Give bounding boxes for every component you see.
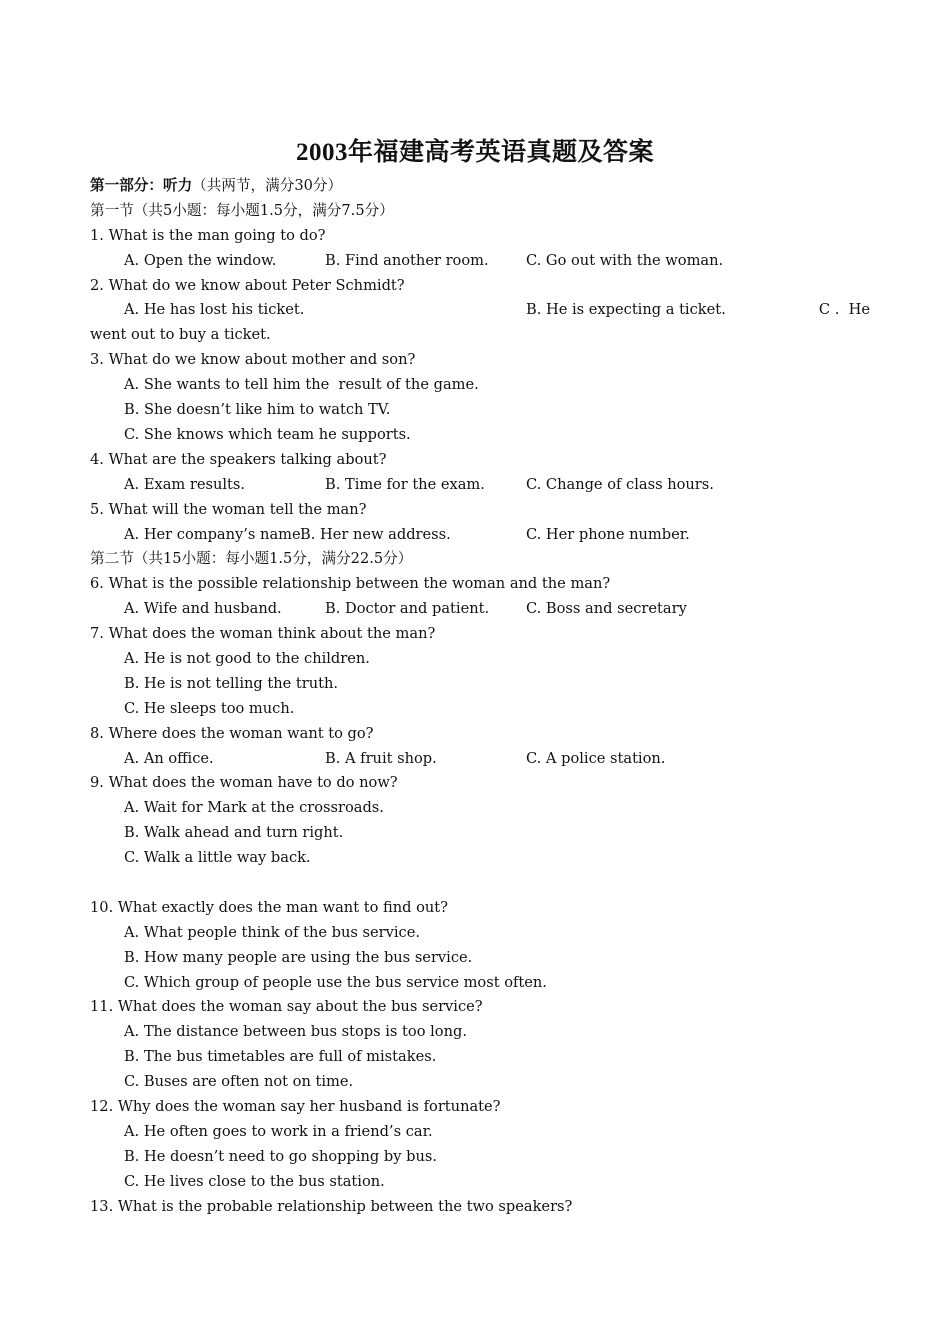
option-a: A. He often goes to work in a friend’s car. [124,1122,433,1140]
document-body [90,174,870,1220]
part-heading-detail: （共两节，满分30分） [192,177,343,194]
option-b: B. Time for the exam. [325,475,485,493]
option-b: B. She doesn’t like him to watch TV. [124,401,391,419]
question-stem: 9. What does the woman have to do now? [90,774,398,792]
option-a: A. Wife and husband. [124,600,282,618]
option-a: A. She wants to tell him the result of the game. [124,376,479,394]
option-a: A. He is not good to the children. [124,650,370,667]
option-b: B. Find another room. [325,251,489,269]
option-row [90,597,870,622]
section-heading-1: 第一节（共5小题：每小题1.5分，满分7.5分） [90,201,394,219]
option-c: C. Boss and secretary [526,600,687,618]
question-stem: 4. What are the speakers talking about? [90,450,387,468]
question-stem: 7. What does the woman think about the man? [90,625,436,643]
part-heading-bold: 第一部分：听力 [90,177,193,194]
option-b: B. He doesn’t need to go shopping by bus. [124,1147,438,1165]
option-a: A. Wait for Mark at the crossroads. [124,799,384,817]
question-stem: 12. Why does the woman say her husband is fortunate? [90,1098,501,1116]
question-stem: 8. Where does the woman want to go? [90,724,374,742]
option-row [90,523,870,548]
option-b: B. Her new address. [300,525,451,543]
option-c-start: C . He [818,301,870,319]
question-stem: 11. What does the woman say about the bus service? [90,998,483,1016]
question-stem: 2. What do we know about Peter Schmidt? [90,276,405,294]
option-c: C. A police station. [526,749,666,767]
option-c: C. He lives close to the bus station. [124,1172,385,1190]
option-c: C. She knows which team he supports. [124,425,411,443]
option-a: A. Exam results. [124,475,246,493]
question-stem: 10. What exactly does the man want to find out? [90,898,448,916]
option-b: B. How many people are using the bus service. [124,948,473,966]
option-c: C. He sleeps too much. [124,699,295,717]
option-row [90,473,870,498]
option-c: C. Change of class hours. [526,475,714,493]
question-stem: 1. What is the man going to do? [90,226,326,244]
option-row [90,249,870,274]
option-a: A. What people think of the bus service. [124,923,420,941]
option-b: B. Walk ahead and turn right. [124,824,344,842]
option-a: A. Her company’s name. [124,525,306,543]
option-c: C. Buses are often not on time. [124,1073,354,1091]
option-a: A. Open the window. [124,251,277,269]
option-a: A. He has lost his ticket. [124,301,305,319]
option-c: C. Walk a little way back. [124,849,311,867]
option-b: B. The bus timetables are full of mistakes. [124,1048,437,1066]
option-a: A. The distance between bus stops is too long. [124,1023,467,1041]
option-b: B. He is not telling the truth. [124,674,339,692]
option-b: B. A fruit shop. [325,749,437,767]
option-c-continued: went out to buy a ticket. [90,326,271,344]
part-heading [90,174,870,199]
option-c: C. Go out with the woman. [526,251,724,269]
question-stem: 13. What is the probable relationship between the two speakers? [90,1197,573,1215]
question-stem: 6. What is the possible relationship between the woman and the man? [90,575,611,593]
option-b: B. Doctor and patient. [325,600,490,618]
question-stem: 5. What will the woman tell the man? [90,500,367,518]
question-stem: 3. What do we know about mother and son? [90,351,416,369]
section-heading-2: 第二节（共15小题：每小题1.5分，满分22.5分） [90,550,413,568]
option-c: C. Which group of people use the bus service most often. [124,973,547,991]
option-b: B. He is expecting a ticket. [526,301,726,319]
blank-line [90,871,870,896]
option-c: C. Her phone number. [526,525,690,543]
page-title: 2003年福建高考英语真题及答案 [295,139,654,166]
option-a: A. An office. [124,749,214,767]
option-row [90,747,870,772]
option-row [90,298,870,323]
